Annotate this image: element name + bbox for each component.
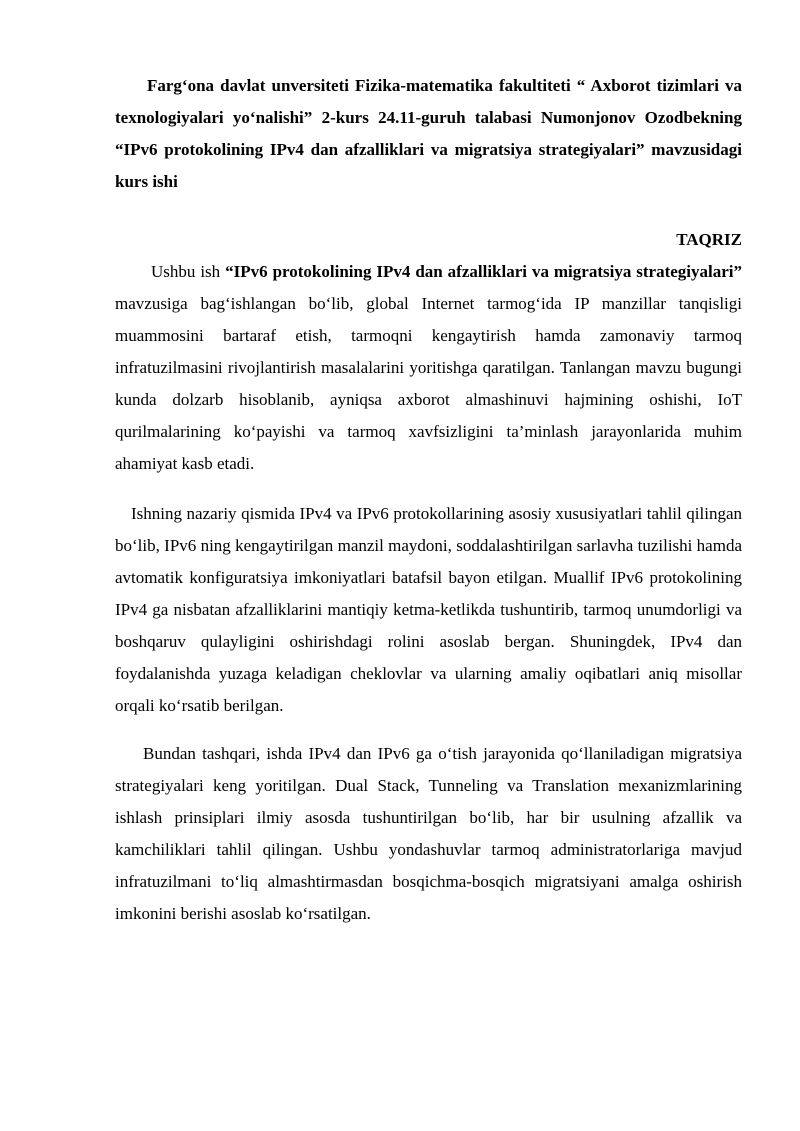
paragraph-1-rest: mavzusiga bag‘ishlangan bo‘lib, global Internet tarmog‘ida IP manzillar tanqisligi muammosini bartaraf etish, tarmoqni kengaytirish hamda zamonaviy tarmoq infratuzilmasini rivojlantirish masalalarini yoritishga qaratilgan. Tanlangan mavzu bugungi kunda dolzarb hisoblanib, ayniqsa axborot almashinuvi hajmining oshishi, IoT qurilmalarining ko‘payishi va tarmoq xavfsizligini ta’minlash jarayonlarida muhim ahamiyat kasb etadi. [115,294,742,473]
paragraph-1-topic: “IPv6 protokolining IPv4 dan afzalliklari va migratsiya strategiyalari” [225,262,743,281]
paragraph-1-lead: Ushbu ish [151,262,226,281]
document-title: TAQRIZ [676,230,742,249]
paragraph-1 [115,256,742,480]
document-heading: Farg‘ona davlat unversiteti Fizika-matematika fakultiteti “ Axborot tizimlari va texnologiyalari yo‘nalishi” 2-kurs 24.11-guruh talabasi Numonjonov Ozodbekning “IPv6 protokolining IPv4 dan afzalliklari va migratsiya strategiyalari” mavzusidagi kurs ishi [115,76,742,191]
document-page [115,70,742,930]
paragraph-2: Ishning nazariy qismida IPv4 va IPv6 protokollarining asosiy xususiyatlari tahlil qilingan bo‘lib, IPv6 ning kengaytirilgan manzil maydoni, soddalashtirilgan sarlavha tuzilishi hamda avtomatik konfiguratsiya imkoniyatlari batafsil bayon etilgan. Muallif IPv6 protokolining IPv4 ga nisbatan afzalliklarini mantiqiy ketma-ketlikda tushuntirib, tarmoq unumdorligi va boshqaruv qulayligini oshirishdagi rolini asoslab bergan. Shuningdek, IPv4 dan foydalanishda yuzaga keladigan cheklovlar va ularning amaliy oqibatlari aniq misollar orqali ko‘rsatib berilgan. [115,504,742,715]
paragraph-3: Bundan tashqari, ishda IPv4 dan IPv6 ga o‘tish jarayonida qo‘llaniladigan migratsiya strategiyalari keng yoritilgan. Dual Stack, Tunneling va Translation mexanizmlarining ishlash prinsiplari ilmiy asosda tushuntirilgan bo‘lib, har bir usulning afzallik va kamchiliklari tahlil qilingan. Ushbu yondashuvlar tarmoq administratorlariga mavjud infratuzilmani to‘liq almashtirmasdan bosqichma-bosqich migratsiyani amalga oshirish imkonini berishi asoslab ko‘rsatilgan. [115,744,742,923]
